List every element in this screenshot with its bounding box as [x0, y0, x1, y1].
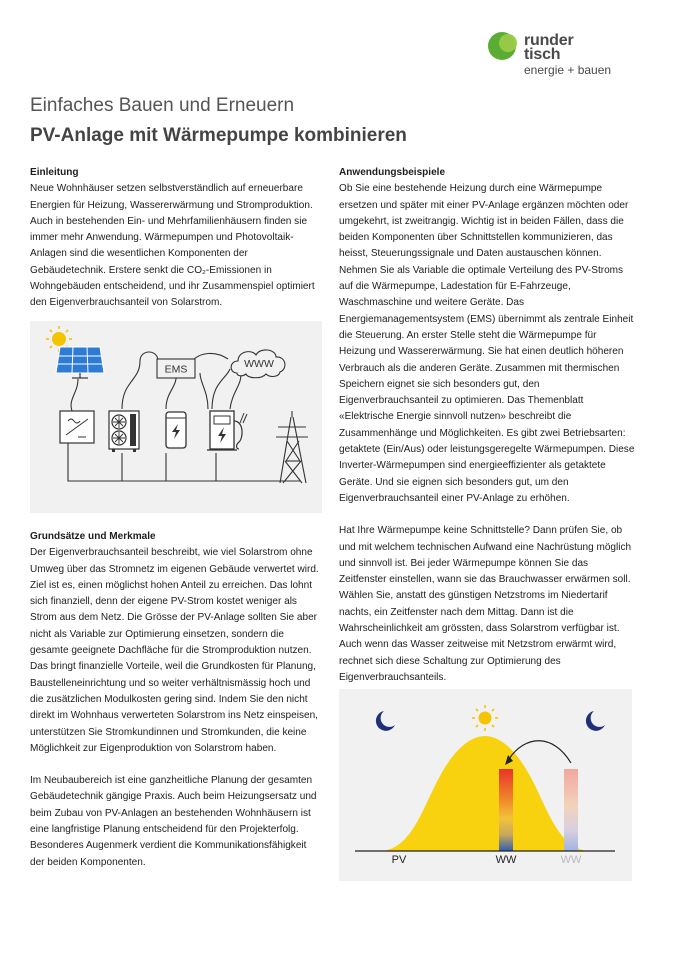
- heading-einleitung: Einleitung: [30, 167, 79, 178]
- grundsaetze-para-1: Der Eigenverbrauchsanteil beschreibt, wie viel Solarstrom ohne Umweg über das Stromnetz im eigenen Gebäude verwertet wird. Ziel ist es, einen möglichst hohen Anteil zu erreichen. Das lohnt sich finanziell, denn der eigene PV-Strom kostet weniger als Strom aus dem Netz. Die Grösse der PV-Anlage sollten Sie aber nicht als Variable zur Optimierung einsetzen, sondern die gesamte geeignete Dachfläche für die Stromproduktion nutzen. Das bringt finanzielle Vorteile, weil die Grundkosten für Planung, Baustelleneinrichtung und so weiter verhältnismässig hoch und die zusätzlichen Modulkosten gering sind. Indem Sie den nicht direkt im Wohnhaus verwerteten Solarstrom ins Netz einspeisen, unterstützen Sie Stromkundinnen und Stromkunden, die keine Möglichkeit zur Eigenproduktion von Solarstrom haben.: [30, 547, 319, 754]
- logo-line-1: runder: [524, 32, 574, 49]
- heat-pump-icon: [109, 411, 139, 452]
- solar-panel-icon: [56, 347, 104, 378]
- energy-system-diagram: [30, 321, 322, 513]
- label-ww: WW: [495, 854, 517, 866]
- page-title: PV-Anlage mit Wärmepumpe kombinieren: [30, 125, 407, 146]
- einleitung-text: Neue Wohnhäuser setzen selbstverständlich auf erneuerbare Energien für Heizung, Wassererwärmung und Stromproduktion. Auch in bestehenden Ein- und Mehrfamilienhäusern finden sie immer mehr Anwendung. Wärmepumpen und Photovoltaik-Anlagen sind die wesentlichen Komponenten der Gebäudetechnik. Erstere senkt die CO₂-Emissionen in Wohngebäuden entscheidend, und ihr Zusammenspiel optimiert den Eigenverbrauchsanteil von Solarstrom.: [30, 183, 315, 309]
- logo-line-2: tisch: [524, 46, 561, 63]
- logo-wordmark: [524, 34, 611, 77]
- label-pv: PV: [391, 854, 407, 866]
- power-pylon-icon: [276, 411, 308, 483]
- section-einleitung: [30, 165, 322, 312]
- ems-box: [157, 359, 195, 378]
- runder-tisch-logo-icon: [486, 30, 522, 62]
- section-anwendungsbeispiele: [339, 165, 635, 686]
- ww-bar-hot: [499, 769, 513, 851]
- smartphone-icon: [166, 412, 186, 448]
- heading-anwendungsbeispiele: Anwendungsbeispiele: [339, 167, 446, 178]
- anwendung-para-1: Ob Sie eine bestehende Heizung durch eine Wärmepumpe ersetzen und später mit einer PV-Anlage ergänzen möchten oder umgekehrt, ist zweitrangig. Wichtig ist in beiden Fällen, dass die beiden Komponenten über Schnittstellen kommunizieren, das heisst, Steuerungssignale und Daten austauschen können. Nehmen Sie als Variable die optimale Verteilung des PV-Stroms auf die Wärmepumpe, Ladestation für E-Fahrzeuge, Waschmaschine und weitere Geräte. Das Energiemanagementsystem (EMS) übernimmt als zentrale Einheit die Steuerung. An erster Stelle steht die Wärmepumpe für Heizung und Wassererwärmung. Sie hat einen deutlich höheren Verbrauch als die anderen Geräte. Zusammen mit thermischen Speichern eignet sie sich besonders gut, den Eigenverbrauchsanteil zu optimieren. Das Themenblatt «Elektrische Energie sinnvoll nutzen» beschreibt die Zusammenhänge und Möglichkeiten. Es gibt zwei Betriebsarten: getaktete (Ein/Aus) oder leistungsgeregelte Wärmepumpen. Diese Inverter-Wärmepumpen sind energieeffizienter als getaktete Geräte. Und sie eignen sich besonders gut, um den Eigenverbrauchsanteil einer PV-Anlage zu erhöhen.: [339, 183, 635, 504]
- pv-production-diagram: [339, 689, 632, 881]
- sun-icon: [472, 705, 498, 731]
- inverter-icon: [60, 411, 94, 443]
- label-ww-faded: WW: [560, 854, 582, 866]
- moon-icon: [376, 711, 395, 731]
- ww-bar-faded: [564, 769, 578, 851]
- anwendung-para-2: Hat Ihre Wärmepumpe keine Schnittstelle? Dann prüfen Sie, ob und mit welchem technischen Aufwand eine Nachrüstung möglich und sinnvoll ist. Bei jeder Wärmepumpe können Sie das Zeitfenster einstellen, wann sie das Brauchwasser erwärmen soll. Wählen Sie, anstatt des günstigen Netzstroms im Niedertarif nachts, ein Zeitfenster nach dem Mittag. Dann ist die Wahrscheinlichkeit am grössten, dass Solarstrom verfügbar ist. Auch wenn das Wasser zeitweise mit Netzstrom erwärmt wird, rechnet sich diese Schaltung zur Optimierung des Eigenverbrauchsanteils.: [339, 525, 632, 683]
- logo-line-3: energie + bauen: [524, 63, 612, 77]
- cloud-icon: [231, 350, 285, 378]
- heading-grundsaetze: Grundsätze und Merkmale: [30, 531, 156, 542]
- www-label: WWW: [244, 358, 274, 370]
- pv-production-curve: [379, 736, 591, 851]
- grundsaetze-para-2: Im Neubaubereich ist eine ganzheitliche Planung der gesamten Gebäudetechnik gängige Praxis. Auch beim Heizungsersatz und beim Zubau von PV-Anlagen an bestehenden Wohnhäusern ist eine langfristige Planung entscheidend für den Projekterfolg. Besonderes Augenmerk verdient die Kommunikationsfähigkeit der beiden Komponenten.: [30, 775, 317, 868]
- page-subtitle: Einfaches Bauen und Erneuern: [30, 95, 295, 116]
- ems-label: EMS: [164, 363, 188, 376]
- moon-icon: [586, 711, 605, 731]
- ev-charger-icon: [207, 411, 247, 450]
- section-grundsaetze: [30, 529, 322, 871]
